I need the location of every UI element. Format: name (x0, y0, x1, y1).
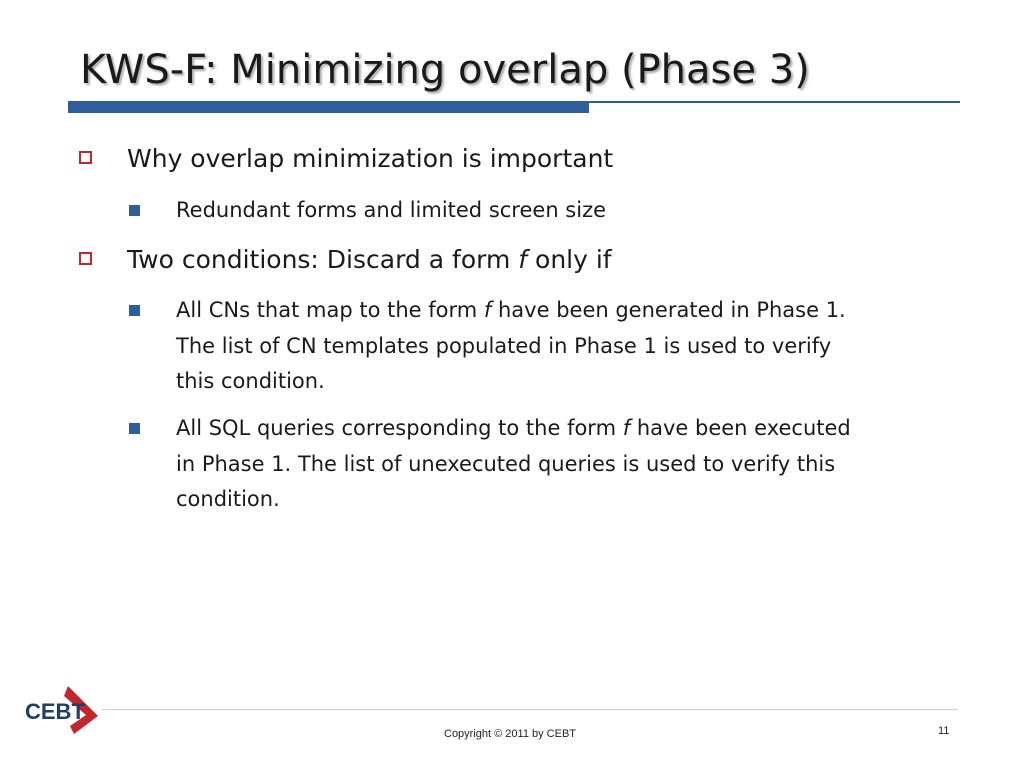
solid-square-bullet-icon (129, 423, 140, 434)
cebt-logo-icon (24, 682, 100, 736)
svg-text:CEBT: CEBT (25, 699, 85, 724)
bullet-item (127, 242, 612, 278)
sub-bullet-text: have been generated in Phase 1. (498, 298, 846, 322)
sub-bullet-line: this condition. (176, 369, 325, 393)
sub-bullet-line: The list of CN templates populated in Phase 1 is used to verify (176, 334, 832, 358)
title-underline-thin (589, 101, 960, 103)
copyright-text: Copyright © 2011 by CEBT (444, 728, 577, 740)
sub-bullet-text: All SQL queries corresponding to the form (176, 416, 617, 440)
sub-bullet-line (176, 410, 851, 446)
bullet-item: Why overlap minimization is important (127, 144, 614, 173)
variable-f: f (483, 298, 492, 322)
sub-bullet-line: in Phase 1. The list of unexecuted queries is used to verify this (176, 452, 836, 476)
bullet-text: Two conditions: Discard a form (127, 245, 511, 274)
footer-divider (102, 709, 958, 710)
sub-bullet-text: All CNs that map to the form (176, 298, 478, 322)
sub-bullet-line: condition. (176, 487, 280, 511)
page-number: 11 (938, 725, 950, 737)
title-underline-thick (68, 101, 589, 113)
variable-f: f (518, 245, 528, 274)
hollow-square-bullet-icon (79, 252, 92, 265)
solid-square-bullet-icon (129, 205, 140, 216)
variable-f: f (622, 416, 631, 440)
hollow-square-bullet-icon (79, 151, 92, 164)
slide-title: KWS-F: Minimizing overlap (Phase 3) (80, 47, 810, 93)
sub-bullet-line (176, 292, 846, 328)
sub-bullet-item: Redundant forms and limited screen size (176, 198, 607, 222)
bullet-text: only if (535, 245, 612, 274)
solid-square-bullet-icon (129, 305, 140, 316)
sub-bullet-text: have been executed (636, 416, 851, 440)
